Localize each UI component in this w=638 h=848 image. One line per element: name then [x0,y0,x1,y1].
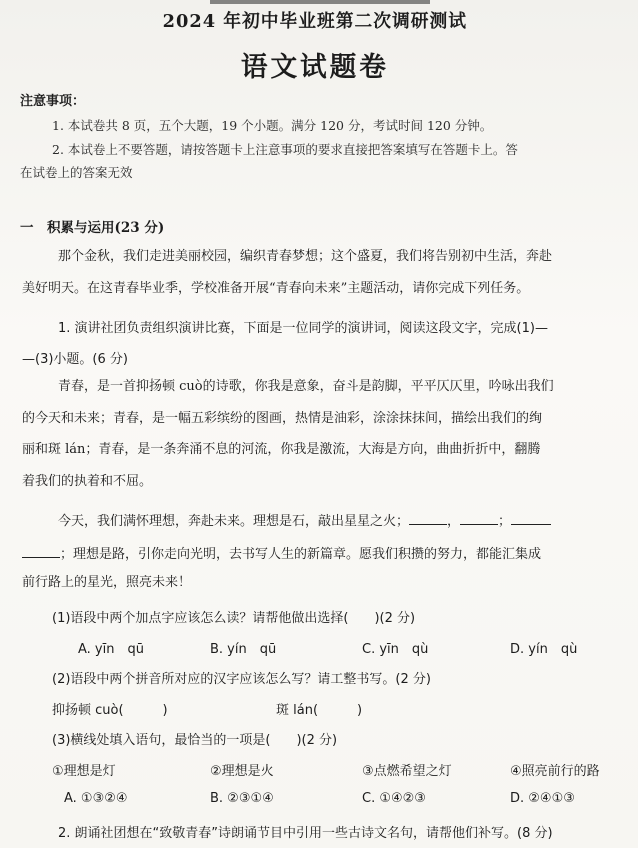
blank-separator-1: ， [447,514,461,529]
sub3-option-d: D. ②④①③ [510,791,575,806]
sub1-option-d: D. yín qù [510,642,578,657]
notes-heading: 注意事项： [20,94,86,109]
sub3-phrase-1: ①理想是灯 [52,764,116,779]
sub3-option-a: A. ①③②④ [64,791,128,806]
speech-line-6-text: ；理想是路，引你走向光明，去书写人生的新篇章。愿我们积攒的努力，都能汇集成 [60,547,542,562]
sub3-option-c: C. ①④②③ [362,791,426,806]
note-item-1: 1. 本试卷共 8 页，五个大题，19 个小题。满分 120 分，考试时间 120 分钟。 [52,118,493,133]
sub2-item-lan: 斑 lán( ) [276,703,363,718]
sub3-phrase-3: ③点燃希望之灯 [362,764,452,779]
speech-line-7: 前行路上的星光，照亮未来！ [22,575,192,590]
sub-question-1: (1)语段中两个加点字应该怎么读？请帮他做出选择( )(2 分) [52,611,416,626]
scan-edge-mark [210,0,430,4]
answer-blank-3 [511,512,551,525]
blank-separator-2: ； [498,514,512,529]
question-1-line-1: 1. 演讲社团负责组织演讲比赛，下面是一位同学的演讲词，阅读这段文字，完成(1)— [58,321,548,336]
answer-blank-4 [22,545,60,558]
intro-line-2: 美好明天。在这青春毕业季，学校准备开展“青春向未来”主题活动，请你完成下列任务。 [22,281,530,296]
speech-line-5 [58,512,551,528]
sub3-phrase-2: ②理想是火 [210,764,274,779]
paper-title: 语文试题卷 [240,52,389,83]
sub3-option-b: B. ②③①④ [210,791,274,806]
note-item-2-line-2: 在试卷上的答案无效 [20,165,133,180]
answer-blank-1 [409,512,447,525]
sub2-item-cuo: 抑扬顿 cuò( ) [52,703,168,718]
speech-line-3: 丽和斑 lán；青春，是一条奔涌不息的河流，你我是激流，大海是方向，曲曲折折中，翻腾 [22,442,541,457]
speech-line-1: 青春，是一首抑扬顿 cuò的诗歌，你我是意象，奋斗是韵脚，平平仄仄里，吟咏出我们 [58,379,554,394]
answer-blank-2 [460,512,498,525]
section-heading: 一 积累与运用(23 分) [20,220,165,236]
speech-line-6 [22,545,541,561]
question-2: 2. 朗诵社团想在“致敬青春”诗朗诵节目中引用一些古诗文名句，请帮他们补写。(8 分) [58,826,553,841]
question-1-line-2: —(3)小题。(6 分) [22,352,128,367]
speech-line-2: 的今天和未来；青春，是一幅五彩缤纷的图画，热情是油彩，涂涂抹抹间，描绘出我们的绚 [22,411,543,426]
speech-line-4: 着我们的执着和不屈。 [22,474,153,489]
exam-title: 2024 年初中毕业班第二次调研测试 [162,11,468,32]
note-item-2-line-1: 2. 本试卷上不要答题，请按答题卡上注意事项的要求直接把答案填写在答题卡上。答 [52,142,518,157]
sub-question-3: (3)横线处填入语句，最恰当的一项是( )(2 分) [52,733,338,748]
sub1-option-a: A. yīn qū [78,642,144,657]
sub1-option-b: B. yín qū [210,642,277,657]
sub-question-2: (2)语段中两个拼音所对应的汉字应该怎么写？请工整书写。(2 分) [52,672,431,687]
sub3-phrase-4: ④照亮前行的路 [510,764,600,779]
speech-line-5-text: 今天，我们满怀理想，奔赴未来。理想是石，敲出星星之火； [58,514,410,529]
sub1-option-c: C. yīn qù [362,642,429,657]
intro-line-1: 那个金秋，我们走进美丽校园，编织青春梦想；这个盛夏，我们将告别初中生活，奔赴 [58,249,553,264]
